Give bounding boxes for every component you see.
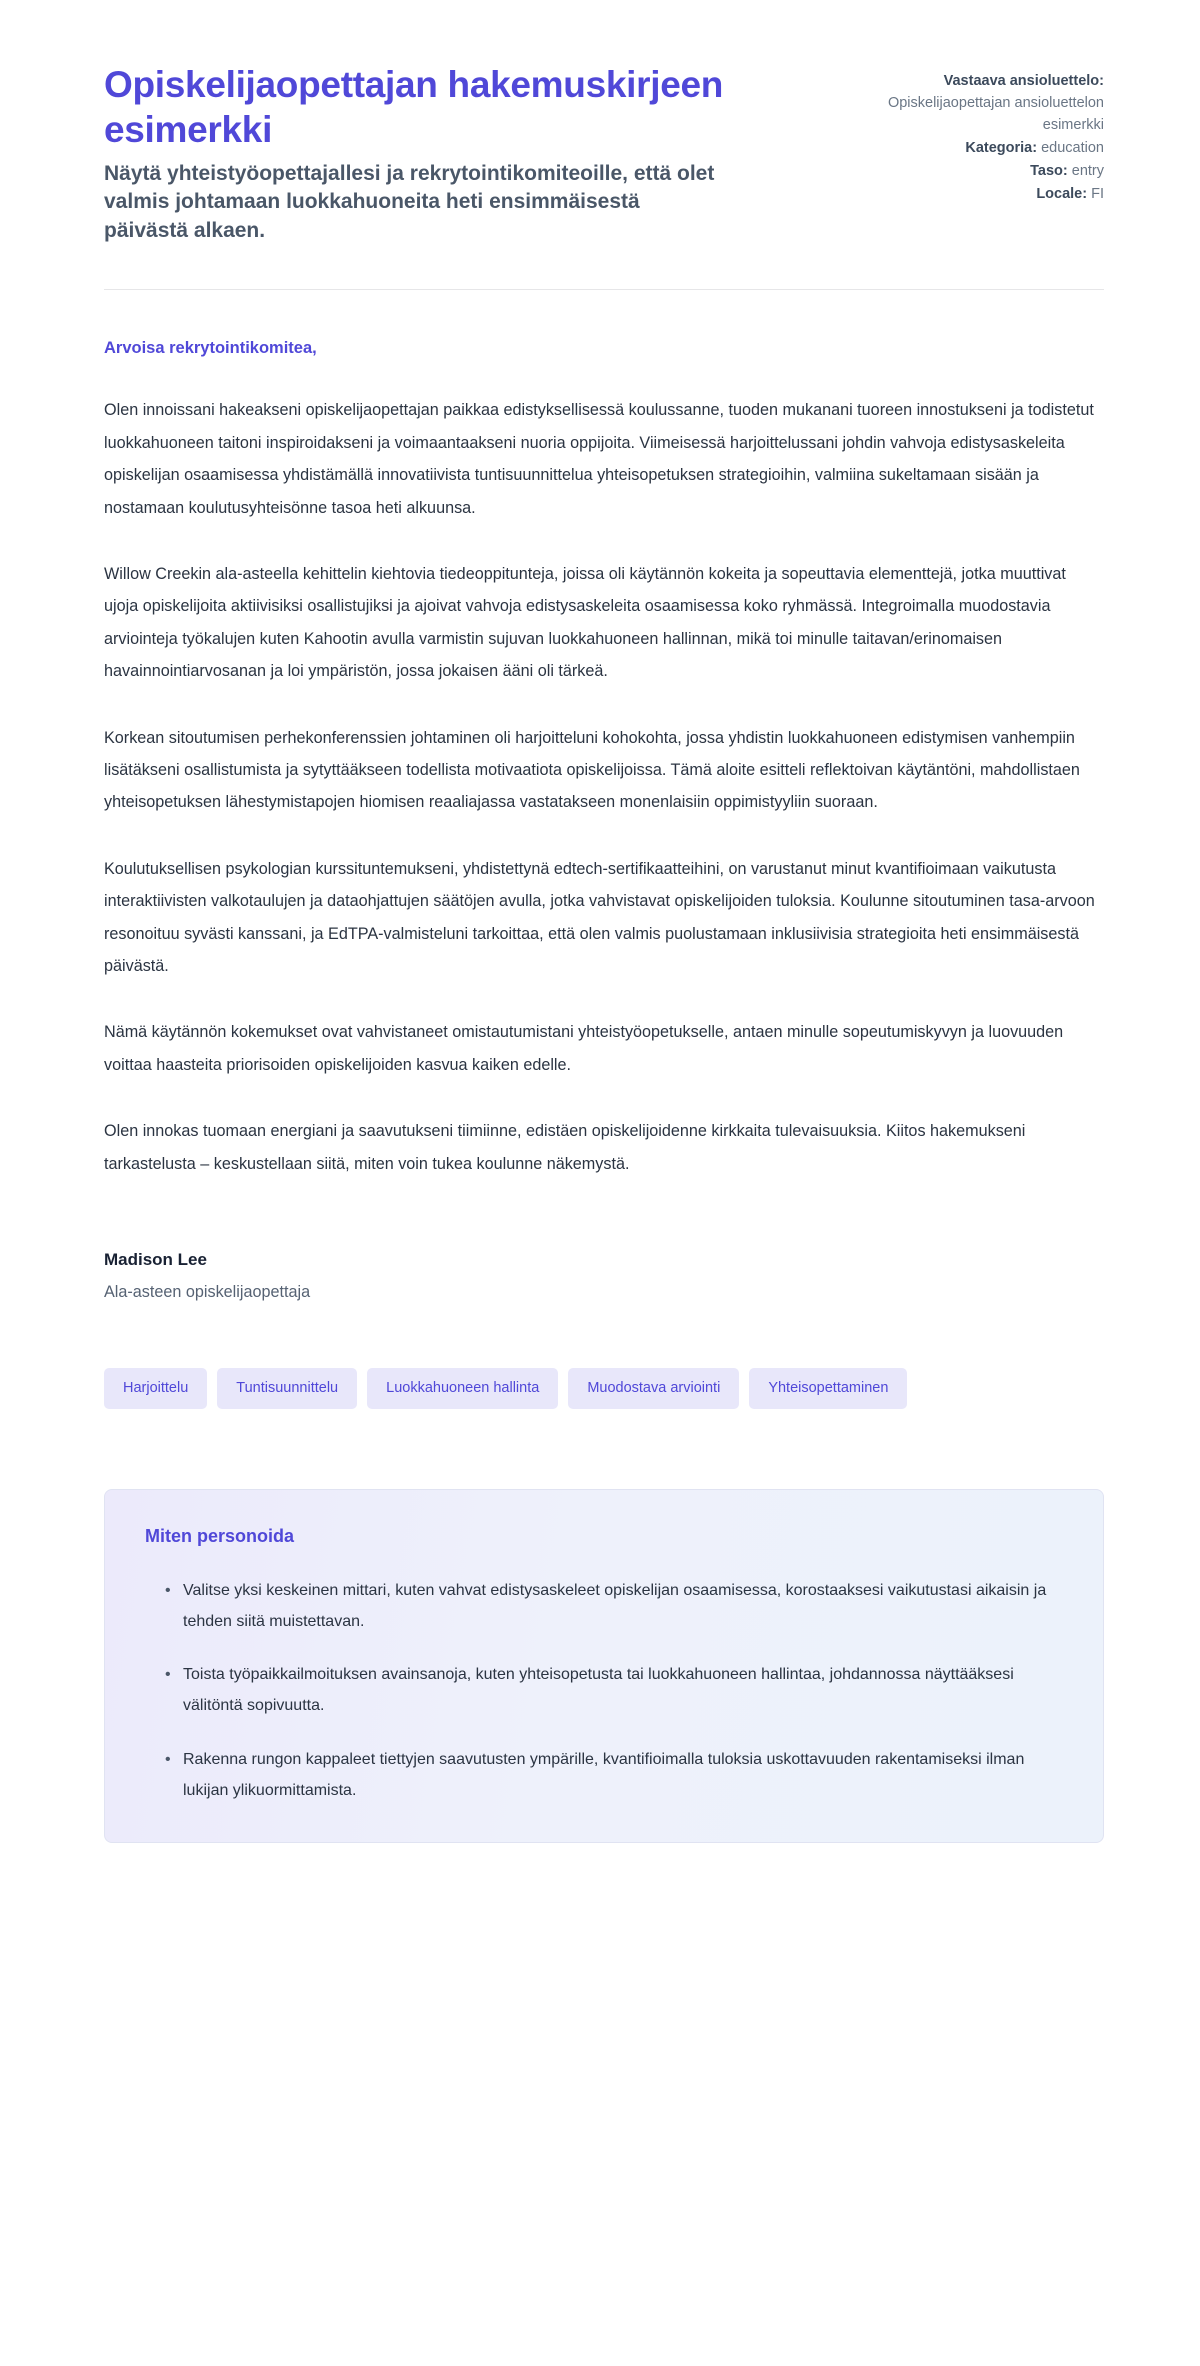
meta-level xyxy=(854,160,1104,182)
tag-chip[interactable]: Muodostava arviointi xyxy=(568,1368,739,1409)
tag-chip[interactable]: Harjoittelu xyxy=(104,1368,207,1409)
meta-locale xyxy=(854,183,1104,205)
meta-level-value: entry xyxy=(1071,163,1104,180)
cover-letter-body xyxy=(104,290,1104,1307)
letter-paragraph: Olen innoissani hakeakseni opiskelijaopettajan paikkaa edistyksellisessä koulussanne, tuoden mukanani tuoreen innostukseni ja todistetut luokkahuoneen taitoni inspiroidakseni ja voimaantaakseni nuoria oppijoita. Viimeisessä harjoittelussani johdin vahvoja edistysaskeleita opiskelijan osaamisessa yhdistämällä innovatiivista tuntisuunnittelua yhteisopetuksen strategioihin, valmiina sukeltamaan sisään ja nostamaan koulutusyhteisönne tasoa heti alkuunsa. xyxy=(104,401,1094,517)
letter-paragraph: Koulutuksellisen psykologian kurssituntemukseni, yhdistettynä edtech-sertifikaatteihini, on varustanut minut kvantifioimaan vaikutusta interaktiivisten valkotaulujen ja dataohjattujen säätöjen avulla, jotka vahvistavat opiskelijoiden tuloksia. Koulunne sitoutuminen tasa-arvoon resonoituu syvästi kanssani, ja EdTPA-valmisteluni tarkoittaa, että olen valmis puolustamaan inklusiivisia strategioita heti ensimmäisestä päivästä. xyxy=(104,859,1095,976)
meta-related-resume xyxy=(854,70,1104,136)
tag-chip[interactable]: Luokkahuoneen hallinta xyxy=(367,1368,558,1409)
signature-role: Ala-asteen opiskelijaopettaja xyxy=(104,1283,311,1302)
callout-tip-list xyxy=(145,1575,1063,1806)
personalization-callout xyxy=(104,1489,1104,1843)
letter-paragraph: Willow Creekin ala-asteella kehittelin kiehtovia tiedeoppitunteja, joissa oli käytännön kokeita ja sopeuttavia elementtejä, jotka muuttivat ujoja opiskelijoita aktiivisiksi osallistujiksi ja ajoivat vahvoja edistysaskeleita osaamisessa koko ryhmässä. Integroimalla muodostavia arviointeja työkalujen kuten Kahootin avulla varmistin sujuvan luokkahuoneen hallinnan, mikä toi minulle taitavan/erinomaisen havainnointiarvosanan ja loi ympäristön, jossa jokaisen ääni oli tärkeä. xyxy=(104,565,1066,681)
header-left-column xyxy=(104,62,804,245)
page-subtitle: Näytä yhteistyöopettajallesi ja rekrytointikomiteoille, että olet valmis johtamaan luokkahuoneita heti ensimmäisestä päivästä alkaen. xyxy=(104,162,715,242)
header-metadata xyxy=(854,62,1104,206)
tag-chip[interactable]: Yhteisopettaminen xyxy=(749,1368,907,1409)
page-title: Opiskelijaopettajan hakemuskirjeen esimerkki xyxy=(104,64,724,151)
meta-related-resume-label: Vastaava ansioluettelo: xyxy=(943,73,1104,89)
letter-paragraph: Korkean sitoutumisen perhekonferenssien johtaminen oli harjoitteluni kohokohta, jossa yhdistin luokkahuoneen edistymisen vanhempiin lisätäkseni osallistumista ja sytyttääkseen todellista motivaatiota opiskelijoissa. Tämä aloite esitteli reflektoivan käytäntöni, mahdollistaen yhteisopetuksen lähestymistapojen hiomisen reaaliajassa vastatakseen monenlaisiin oppimistyyliin suoraan. xyxy=(104,728,1080,812)
letter-salutation: Arvoisa rekrytointikomitea, xyxy=(104,338,317,357)
callout-tip-item: • Rakenna rungon kappaleet tiettyjen saavutusten ympärille, kvantifioimalla tuloksia uskottavuuden rakentamiseksi ilman lukijan ylikuormittamista. xyxy=(165,1744,1063,1806)
tag-chip[interactable]: Tuntisuunnittelu xyxy=(217,1368,357,1409)
callout-title: Miten personoida xyxy=(145,1525,295,1546)
meta-locale-label: Locale: xyxy=(1036,186,1088,203)
callout-tip-item: • Valitse yksi keskeinen mittari, kuten vahvat edistysaskeleet opiskelijan osaamisessa, korostaaksesi vaikutustasi aikaisin ja tehden siitä muistettavan. xyxy=(165,1575,1063,1637)
meta-category xyxy=(854,137,1104,159)
signature-block xyxy=(104,1246,1104,1306)
meta-category-label: Kategoria: xyxy=(965,140,1038,157)
tag-list xyxy=(104,1368,1104,1409)
signature-name: Madison Lee xyxy=(104,1250,207,1270)
meta-category-value: education xyxy=(1041,140,1104,157)
letter-paragraph: Nämä käytännön kokemukset ovat vahvistaneet omistautumistani yhteistyöopetukselle, antaen minulle sopeutumiskyvyn ja luovuuden voittaa haasteita priorisoiden opiskelijoiden kasvua kaiken edelle. xyxy=(104,1023,1064,1074)
meta-level-label: Taso: xyxy=(1030,163,1068,180)
meta-locale-value: FI xyxy=(1091,186,1104,203)
callout-tip-item: • Toista työpaikkailmoituksen avainsanoja, kuten yhteisopetusta tai luokkahuoneen hallintaa, johdannossa näyttääksesi välitöntä sopivuutta. xyxy=(165,1659,1063,1721)
meta-related-resume-value: Opiskelijaopettajan ansioluettelon esimerkki xyxy=(887,95,1104,134)
document-header xyxy=(104,48,1104,245)
letter-paragraph: Olen innokas tuomaan energiani ja saavutukseni tiimiinne, edistäen opiskelijoidenne kirkkaita tulevaisuuksia. Kiitos hakemukseni tarkastelusta – keskustellaan siitä, miten voin tukea koulunne näkemystä. xyxy=(104,1122,1026,1173)
